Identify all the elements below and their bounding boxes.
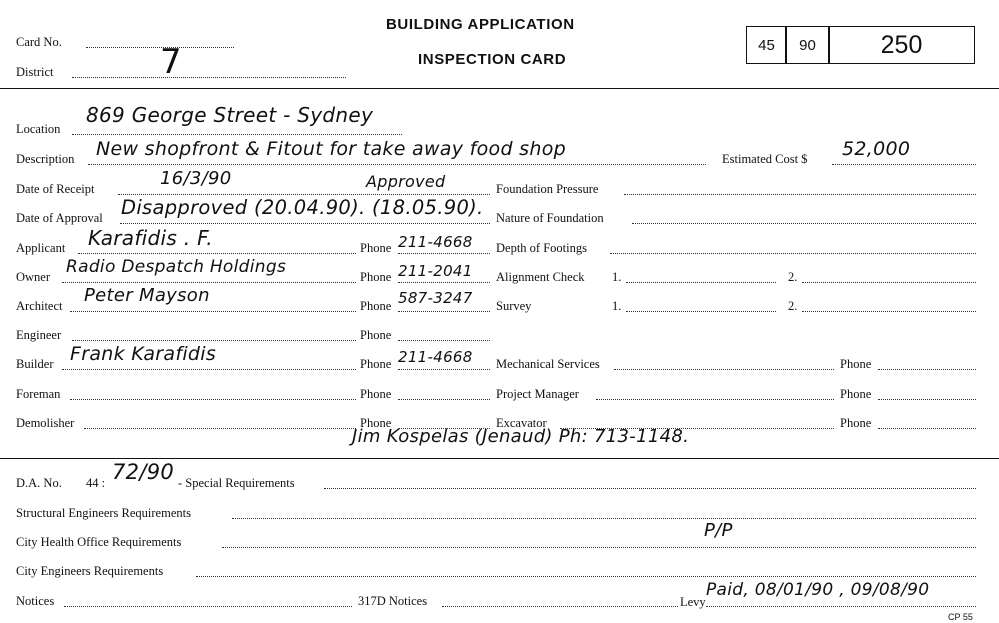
applicant-dots	[78, 253, 356, 254]
owner-dots	[62, 282, 356, 283]
health-value: P/P	[704, 520, 733, 541]
builder-dots	[62, 369, 356, 370]
date-approval-label: Date of Approval	[16, 211, 103, 225]
structural-dots	[232, 518, 976, 519]
location-label: Location	[16, 122, 61, 136]
alignment-num-2: 2.	[788, 270, 798, 284]
health-label: City Health Office Requirements	[16, 535, 182, 549]
architect-value: Peter Mayson	[84, 285, 210, 306]
demolisher-phone-label: Phone	[360, 416, 392, 430]
survey-num-2: 2.	[788, 299, 798, 313]
owner-phone-label: Phone	[360, 270, 392, 284]
city-engineers-label: City Engineers Requirements	[16, 564, 164, 578]
survey-dots-1	[626, 311, 776, 312]
engineer-label: Engineer	[16, 328, 62, 342]
builder-phone-label: Phone	[360, 357, 392, 371]
district-value: 7	[160, 42, 182, 82]
builder-phone-dots	[398, 369, 490, 370]
excavator-label: Excavator	[496, 416, 547, 430]
structural-label: Structural Engineers Requirements	[16, 506, 191, 520]
applicant-label: Applicant	[16, 241, 66, 255]
middle-divider	[0, 458, 999, 459]
foreman-label: Foreman	[16, 387, 61, 401]
date-approval-dots	[120, 223, 490, 224]
owner-value: Radio Despatch Holdings	[66, 257, 287, 277]
mechanical-label: Mechanical Services	[496, 357, 600, 371]
description-value: New shopfront & Fitout for take away food shop	[96, 138, 566, 160]
depth-footings-dots	[610, 253, 976, 254]
title-line-2: INSPECTION CARD	[418, 51, 567, 68]
description-label: Description	[16, 152, 75, 166]
engineer-phone-dots	[398, 340, 490, 341]
applicant-phone-label: Phone	[360, 241, 392, 255]
date-receipt-value: 16/3/90	[160, 168, 232, 189]
foreman-phone-dots	[398, 399, 490, 400]
levy-label: Levy	[680, 595, 706, 609]
card-box-3	[828, 26, 975, 64]
estimated-cost-value: 52,000	[842, 138, 911, 160]
project-manager-label: Project Manager	[496, 387, 579, 401]
card-no-label: Card No.	[16, 35, 62, 49]
special-requirements-label: - Special Requirements	[178, 476, 295, 490]
applicant-value: Karafidis . F.	[88, 226, 213, 250]
card-box-2-value: 90	[799, 36, 816, 54]
depth-footings-label: Depth of Footings	[496, 241, 587, 255]
project-manager-dots	[596, 399, 834, 400]
owner-phone-value: 211-2041	[398, 262, 473, 280]
owner-label: Owner	[16, 270, 51, 284]
top-divider	[0, 88, 999, 89]
architect-phone-label: Phone	[360, 299, 392, 313]
district-label: District	[16, 65, 54, 79]
title-line-1: BUILDING APPLICATION	[386, 16, 575, 33]
architect-phone-value: 587-3247	[398, 289, 473, 307]
levy-dots	[706, 606, 976, 607]
foreman-dots	[70, 399, 356, 400]
mechanical-phone-dots	[878, 369, 976, 370]
card-box-2	[785, 26, 830, 64]
date-receipt-label: Date of Receipt	[16, 182, 95, 196]
applicant-phone-value: 211-4668	[398, 233, 473, 251]
architect-label: Architect	[16, 299, 63, 313]
survey-dots-2	[802, 311, 976, 312]
excavator-phone-dots	[878, 428, 976, 429]
alignment-num-1: 1.	[612, 270, 622, 284]
mechanical-dots	[614, 369, 834, 370]
engineer-dots	[72, 340, 356, 341]
date-approval-value: Disapproved (20.04.90). (18.05.90).	[121, 196, 484, 219]
levy-value: Paid, 08/01/90 , 09/08/90	[706, 580, 930, 600]
card-box-3-value: 250	[880, 30, 923, 59]
da-prefix: 44 :	[86, 476, 106, 490]
special-requirements-dots	[324, 488, 976, 489]
alignment-dots-2	[802, 282, 976, 283]
applicant-phone-dots	[398, 253, 490, 254]
city-engineers-dots	[196, 576, 976, 577]
owner-phone-dots	[398, 282, 490, 283]
district-dots	[72, 77, 346, 78]
project-manager-phone-dots	[878, 399, 976, 400]
architect-dots	[70, 311, 356, 312]
card-box-1	[746, 26, 787, 64]
architect-phone-dots	[398, 311, 490, 312]
project-manager-phone-label: Phone	[840, 387, 872, 401]
demolisher-dots	[84, 428, 356, 429]
foreman-phone-label: Phone	[360, 387, 392, 401]
builder-label: Builder	[16, 357, 54, 371]
mechanical-phone-label: Phone	[840, 357, 872, 371]
foundation-pressure-label: Foundation Pressure	[496, 182, 599, 196]
notices-317d-dots	[442, 606, 678, 607]
foundation-pressure-dots	[624, 194, 976, 195]
estimated-cost-label: Estimated Cost $	[722, 152, 808, 166]
demolisher-label: Demolisher	[16, 416, 75, 430]
survey-num-1: 1.	[612, 299, 622, 313]
description-dots	[88, 164, 706, 165]
card-box-1-value: 45	[758, 36, 775, 54]
form-code: CP 55	[948, 612, 973, 622]
engineer-phone-label: Phone	[360, 328, 392, 342]
excavator-note: Jim Kospelas (Jenaud) Ph: 713-1148.	[352, 426, 690, 447]
estimated-cost-dots	[832, 164, 976, 165]
alignment-check-label: Alignment Check	[496, 270, 585, 284]
survey-label: Survey	[496, 299, 532, 313]
nature-foundation-label: Nature of Foundation	[496, 211, 604, 225]
notices-label: Notices	[16, 594, 55, 608]
builder-phone-value: 211-4668	[398, 348, 473, 366]
alignment-dots-1	[626, 282, 776, 283]
builder-value: Frank Karafidis	[70, 343, 217, 365]
location-dots	[72, 134, 402, 135]
excavator-phone-label: Phone	[840, 416, 872, 430]
notices-317d-label: 317D Notices	[358, 594, 428, 608]
location-value: 869 George Street - Sydney	[86, 103, 374, 127]
date-receipt-dots	[118, 194, 490, 195]
health-dots	[222, 547, 976, 548]
approved-note: Approved	[366, 172, 446, 191]
notices-dots	[64, 606, 352, 607]
da-label: D.A. No.	[16, 476, 62, 490]
nature-foundation-dots	[632, 223, 976, 224]
da-value: 72/90	[112, 460, 175, 484]
